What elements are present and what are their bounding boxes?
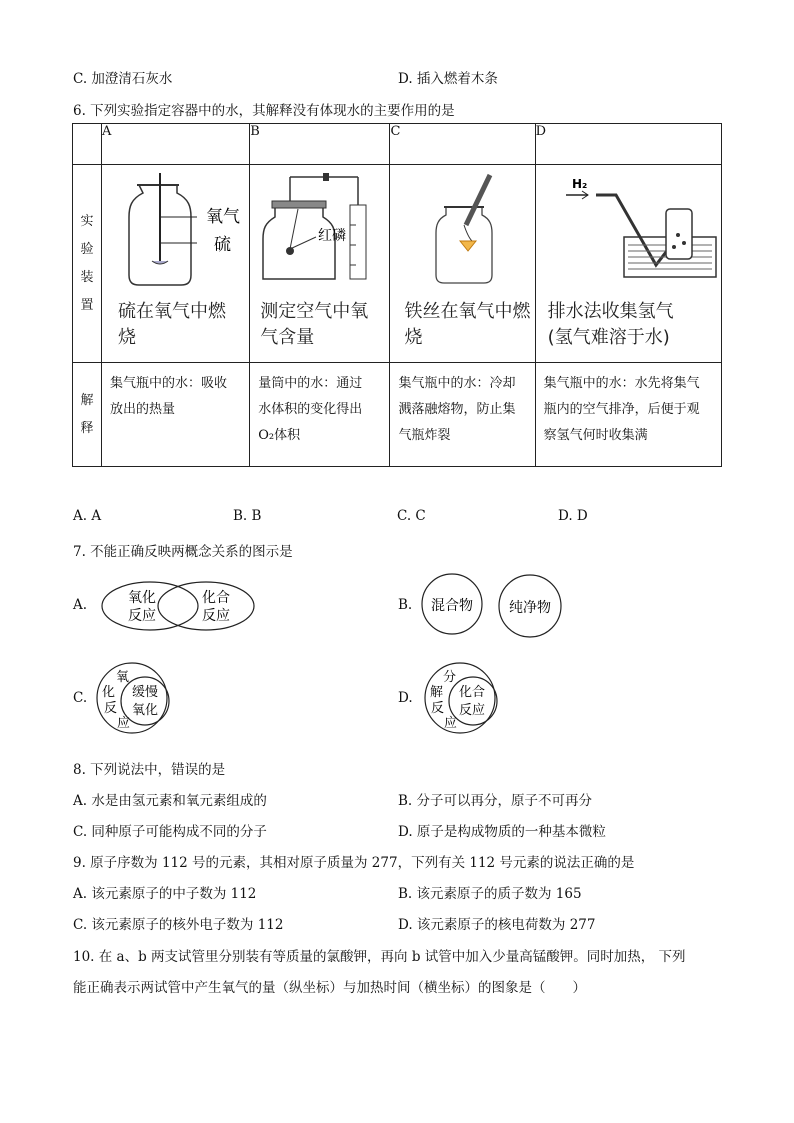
q9-option-c[interactable]: C. 该元素原子的核外电子数为 112 [73,917,284,933]
q6-explanation-b: 量筒中的水：通过 水体积的变化得出 O₂体积 [250,363,390,467]
svg-text:纯净物: 纯净物 [509,600,551,616]
q9-option-a[interactable]: A. 该元素原子的中子数为 112 [73,886,257,902]
q6-explanation-a: 集气瓶中的水：吸收 放出的热量 [102,363,250,467]
svg-text:反应: 反应 [128,608,156,624]
explanation-row-label: 解 释 [73,363,102,467]
svg-text:混合物: 混合物 [431,598,473,614]
q6-col-a-head: A [102,124,250,165]
svg-text:反应: 反应 [459,703,486,718]
iron-wire-diagram [390,165,535,290]
red-phosphorus-label: 红磷 [318,228,347,244]
q8-option-c[interactable]: C. 同种原子可能构成不同的分子 [73,824,267,840]
q7-option-a-label[interactable]: A. [73,597,88,613]
q7-option-c-label[interactable]: C. [73,690,88,706]
q6-option-a[interactable]: A. A [73,508,102,524]
svg-text:氧: 氧 [116,670,130,685]
svg-text:反: 反 [431,701,445,716]
q8-option-d[interactable]: D. 原子是构成物质的一种基本微粒 [398,824,606,840]
svg-text:化合: 化合 [459,685,486,700]
q6-caption-c-1: 铁丝在氧气中燃 [404,301,531,322]
svg-text:应: 应 [117,716,131,731]
q7-option-d-label[interactable]: D. [398,690,413,706]
q6-caption-c-2: 烧 [404,327,423,348]
q8-stem: 8. 下列说法中，错误的是 [73,762,226,778]
apparatus-row-label: 实 验 装 置 [73,165,102,363]
oxygen-label: 氧气 [206,207,241,227]
q10-stem-line2: 能正确表示两试管中产生氧气的量（纵坐标）与加热时间（横坐标）的图象是（ ） [73,980,586,996]
sulfur-label: 硫 [214,235,232,255]
q6-option-d[interactable]: D. D [558,508,588,524]
q5-option-c: C. 加澄清石灰水 [73,71,173,87]
q6-caption-b-2: 气含量 [260,327,315,348]
red-phosphorus-diagram [250,165,390,290]
q7-diagram-c [94,660,174,736]
q6-apparatus-c [390,165,535,363]
q9-stem: 9. 原子序数为 112 号的元素，其相对原子质量为 277，下列有关 112 号元素的说法正确的是 [73,855,635,871]
sulfur-burning-diagram [102,165,250,290]
q8-option-b[interactable]: B. 分子可以再分，原子不可再分 [398,793,593,809]
svg-text:氧化: 氧化 [128,590,156,606]
q6-caption-a-1: 硫在氧气中燃 [118,301,227,322]
q9-option-d[interactable]: D. 该元素原子的核电荷数为 277 [398,917,596,933]
q6-apparatus-b [250,165,390,363]
q6-apparatus-a [102,165,250,363]
hydrogen-label: H₂ [571,177,587,191]
water-displacement-diagram [536,165,722,290]
q7-diagram-d [422,660,502,736]
q7-diagram-a [96,578,261,634]
q5-option-d: D. 插入燃着木条 [398,71,498,87]
svg-text:氧化: 氧化 [132,703,159,718]
q6-option-b[interactable]: B. B [233,508,262,524]
q9-option-b[interactable]: B. 该元素原子的质子数为 165 [398,886,582,902]
svg-text:解: 解 [430,685,444,700]
q6-caption-b-1: 测定空气中氧 [260,301,369,322]
svg-text:缓慢: 缓慢 [132,685,159,700]
q6-option-c[interactable]: C. C [397,508,426,524]
q8-option-a[interactable]: A. 水是由氢元素和氧元素组成的 [73,793,267,809]
q6-explanation-d: 集气瓶中的水：水先将集气 瓶内的空气排净，后便于观 察氢气何时收集满 [535,363,721,467]
q6-caption-a-2: 烧 [118,327,137,348]
svg-text:化合: 化合 [202,590,230,606]
svg-text:应: 应 [444,716,458,731]
q6-experiment-table [72,123,722,467]
q6-caption-d-2: (氢气难溶于水) [547,327,670,348]
svg-text:反应: 反应 [202,608,230,624]
q6-col-c-head: C [390,124,535,165]
q6-explanation-c: 集气瓶中的水：冷却 溅落融熔物，防止集 气瓶炸裂 [390,363,535,467]
svg-text:分: 分 [443,670,457,685]
q7-stem: 7. 不能正确反映两概念关系的图示是 [73,544,293,560]
q6-stem: 6. 下列实验指定容器中的水，其解释没有体现水的主要作用的是 [73,103,455,119]
svg-text:化: 化 [102,685,116,700]
q7-diagram-b [420,572,568,638]
q7-option-b-label[interactable]: B. [398,597,413,613]
q6-col-b-head: B [250,124,390,165]
q10-stem-line1: 10. 在 a、b 两支试管里分别装有等质量的氯酸钾，再向 b 试管中加入少量高锰酸钾。同时加热， 下列 [73,949,686,965]
q6-col-d-head: D [535,124,721,165]
q6-apparatus-d [535,165,721,363]
svg-text:反: 反 [104,701,118,716]
q6-caption-d-1: 排水法收集氢气 [547,301,674,322]
